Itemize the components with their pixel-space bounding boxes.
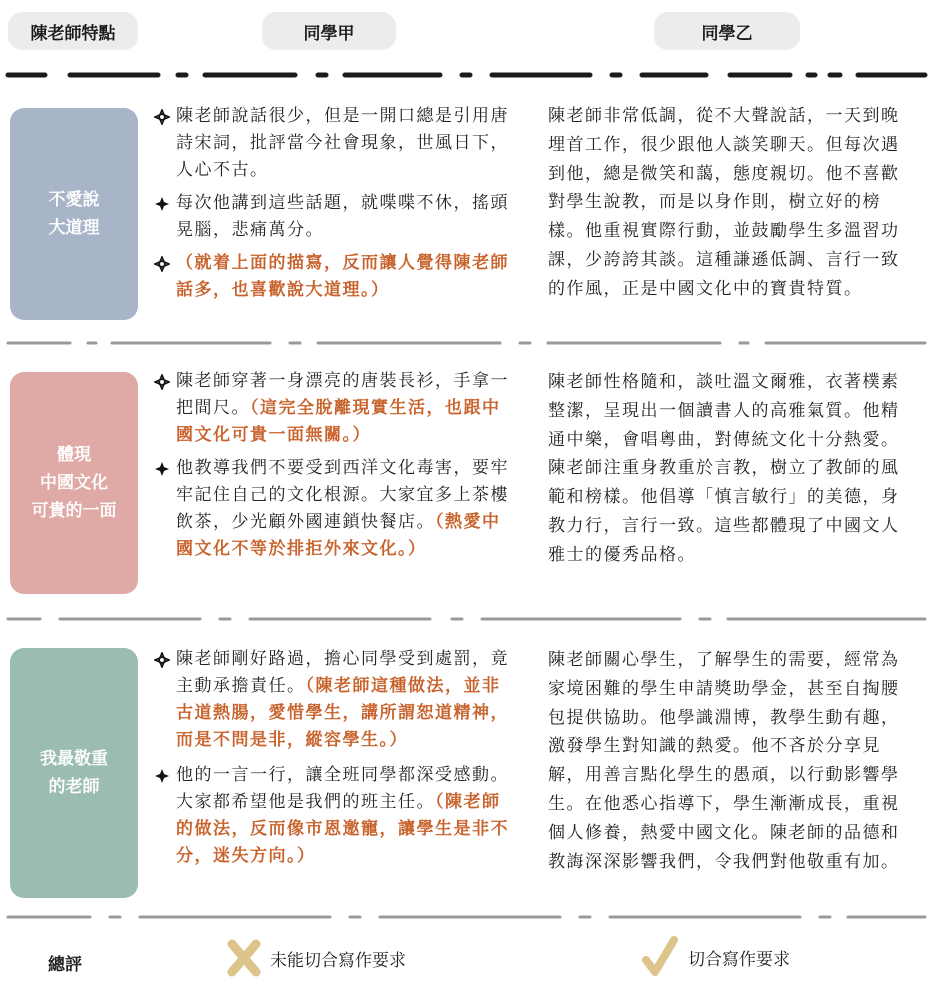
teacher-comment: （陳老師的做法，反而像市恩邀寵，讓學生是非不分，迷失方向。） <box>176 792 509 866</box>
diamond-filled-bullet-icon <box>154 196 170 212</box>
student-a-point <box>154 368 516 449</box>
row-divider <box>0 614 930 624</box>
feature-box-2-line: 體現 <box>57 445 91 465</box>
diamond-filled-bullet-icon <box>154 768 170 784</box>
student-b-cell-1: 陳老師非常低調，從不大聲說話，一天到晚埋首工作，很少跟他人談笑聊天。但每次遇到他，總是微笑和藹，態度親切。他不喜歡對學生說教，而是以身作則，樹立好的榜樣。他重視實際行動，並鼓勵學生多溫習功課，少誇誇其談。這種謙遜低調、言行一致的作風，正是中國文化中的寶貴特質。 <box>548 106 900 299</box>
student-a-verdict <box>226 938 406 978</box>
teacher-comment: （熱愛中國文化不等於排拒外來文化。） <box>176 512 501 559</box>
student-a-point-text: 陳老師剛好路過，擔心同學受到處罰，竟主動承擔責任。 <box>176 649 509 696</box>
feature-box-2-line: 中國文化 <box>40 473 108 493</box>
row-divider <box>0 338 930 348</box>
header-student-b-label: 同學乙 <box>701 23 753 44</box>
diamond-outline-bullet-icon <box>154 652 170 668</box>
diamond-filled-bullet-icon <box>154 461 170 477</box>
student-a-point-text: 他的一言一行，讓全班同學都深受感動。大家都希望他是我們的班主任。 <box>176 765 509 812</box>
student-a-point <box>154 250 516 304</box>
diamond-outline-bullet-icon <box>154 374 170 390</box>
student-a-point <box>154 455 516 563</box>
student-b-cell-3: 陳老師關心學生，了解學生的需要，經常為家境困難的學生申請獎助學金，甚至自掏腰包提供協助。他學識淵博，教學生動有趣，激發學生對知識的熱愛。他不吝於分享見解，用善言點化學生的愚頑，以行動影響學生。在他悉心指導下，學生漸漸成長，重視個人修養，熱愛中國文化。陳老師的品德和教誨深深影響我們，令我們對他敬重有加。 <box>548 650 900 872</box>
student-a-point <box>154 646 516 754</box>
student-a-point <box>154 190 516 244</box>
header-feature-column <box>8 12 138 50</box>
header-feature-label: 陳老師特點 <box>30 23 116 44</box>
student-b-cell-2: 陳老師性格隨和，談吐溫文爾雅，衣著樸素整潔，呈現出一個讀書人的高雅氣質。他精通中樂，會唱粵曲，對傳統文化十分熱愛。陳老師注重身教重於言教，樹立了教師的風範和榜樣。他倡導「慎言敏行」的美德，身教力行，言行一致。這些都體現了中國文人雅士的優秀品格。 <box>548 372 900 565</box>
feature-box-1-line: 大道理 <box>48 218 100 238</box>
feature-box-2-line: 可貴的一面 <box>31 501 117 521</box>
diamond-outline-bullet-icon <box>154 256 170 272</box>
feature-box-2 <box>10 372 138 594</box>
student-a-point-text: 他教導我們不要受到西洋文化毒害，要牢牢記住自己的文化根源。大家宜多上茶樓飲茶，少光顧外國連鎖快餐店。 <box>176 458 509 532</box>
row-divider <box>0 912 930 922</box>
check-icon <box>642 936 678 978</box>
diamond-outline-bullet-icon <box>154 109 170 125</box>
student-b-verdict <box>642 936 790 978</box>
student-a-cell-3 <box>154 646 516 870</box>
student-a-point-text: 每次他講到這些話題，就喋喋不休，搖頭晃腦，悲痛萬分。 <box>176 193 509 240</box>
student-a-cell-2 <box>154 368 516 563</box>
feature-box-3-line: 我最敬重 <box>40 749 108 769</box>
teacher-comment: （這完全脫離現實生活，也跟中國文化可貴一面無關。） <box>176 398 501 445</box>
feature-box-3 <box>10 648 138 898</box>
student-a-point-text: 陳老師說話很少，但是一開口總是引用唐詩宋詞，批評當今社會現象，世風日下，人心不古。 <box>176 106 509 180</box>
header-student-a-label: 同學甲 <box>303 23 355 44</box>
student-b-verdict-text: 切合寫作要求 <box>688 949 790 970</box>
overall-label <box>48 950 82 975</box>
student-a-cell-1 <box>154 103 516 304</box>
header-student-a-column <box>262 12 396 50</box>
header-divider <box>0 68 930 82</box>
feature-box-3-line: 的老師 <box>48 777 100 797</box>
feature-box-1 <box>10 108 138 320</box>
cross-icon <box>226 938 262 978</box>
student-a-point <box>154 103 516 184</box>
student-a-point-text: 陳老師穿著一身漂亮的唐裝長衫，手拿一把間尺。 <box>176 371 509 418</box>
overall-label-text: 總評 <box>48 955 82 975</box>
header-student-b-column <box>654 12 800 50</box>
student-a-verdict-text: 未能切合寫作要求 <box>270 950 406 971</box>
feature-box-1-line: 不愛說 <box>48 190 100 210</box>
student-a-point <box>154 762 516 870</box>
teacher-comment: （陳老師這種做法，並非古道熱腸，愛惜學生，講所謂恕道精神，而是不問是非，縱容學生。） <box>176 676 509 750</box>
teacher-comment: （就着上面的描寫，反而讓人覺得陳老師話多，也喜歡說大道理。） <box>176 253 509 300</box>
